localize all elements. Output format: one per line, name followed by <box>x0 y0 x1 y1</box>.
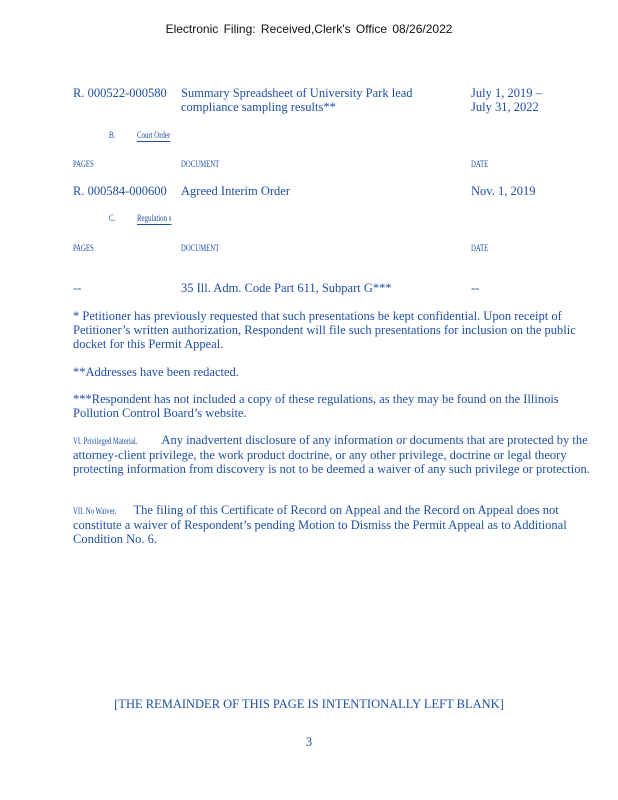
section-vii-paragraph <box>73 503 605 546</box>
section-vi-paragraph <box>73 433 605 476</box>
section-b-col-pages: PAGES <box>73 159 94 169</box>
intentionally-blank-notice: [THE REMAINDER OF THIS PAGE IS INTENTIONALLY LEFT BLANK] <box>114 697 504 711</box>
section-c-col-date: DATE <box>471 243 489 253</box>
section-vi-label: VI. Privileged Material. <box>73 436 138 446</box>
section-c-document-cell: 35 Ill. Adm. Code Part 611, Subpart G*** <box>181 281 392 295</box>
section-c-title: Regulation s <box>137 214 172 224</box>
section-c-date-cell: -- <box>471 281 480 295</box>
section-c-col-pages: PAGES <box>73 243 94 253</box>
section-b-col-document: DOCUMENT <box>181 159 220 169</box>
section-b-date-cell: Nov. 1, 2019 <box>471 184 536 198</box>
section-b-pages-cell: R. 000584-000600 <box>73 184 167 198</box>
note-addresses-redacted: **Addresses have been redacted. <box>73 365 239 379</box>
record-document-line1: Summary Spreadsheet of University Park lead <box>181 86 413 100</box>
record-pages-cell: R. 000522-000580 <box>73 86 167 100</box>
section-c-letter: C. <box>109 214 116 224</box>
note-regulations-not-included: ***Respondent has not included a copy of these regulations, as they may be found on the Illinois Pollution Control Board’s website. <box>73 392 559 420</box>
page-number: 3 <box>305 735 313 749</box>
section-vii-text: The filing of this Certificate of Record on Appeal and the Record on Appeal does not constitute a waiver of Respondent’s pending Motion to Dismiss the Permit Appeal as to Additional Condition No. 6. <box>73 503 567 546</box>
section-b-title: Court Order <box>137 131 171 141</box>
record-date-line2: July 31, 2022 <box>471 100 539 114</box>
section-b-document-cell: Agreed Interim Order <box>181 184 290 198</box>
record-document-line2: compliance sampling results** <box>181 100 336 114</box>
section-c-col-document: DOCUMENT <box>181 243 220 253</box>
section-vi-text: Any inadvertent disclosure of any information or documents that are protected by the attorney-client privilege, the work product doctrine, or any other privilege, doctrine or legal theory protecting information from discovery is not to be deemed a waiver of any such privilege or protection. <box>73 433 590 476</box>
note-confidential-presentations: * Petitioner has previously requested that such presentations be kept confidential. Upon receipt of Petitioner’s written authorization, Respondent will file such presentations for inclusion on the public docket for this Permit Appeal. <box>73 309 576 351</box>
section-c-pages-cell: -- <box>73 281 82 295</box>
section-vii-label: VII. No Waiver. <box>73 506 117 516</box>
record-date-line1: July 1, 2019 – <box>471 86 542 100</box>
filing-header: Electronic Filing: Received,Clerk's Office 08/26/2022 <box>165 22 453 36</box>
section-b-col-date: DATE <box>471 159 489 169</box>
section-b-letter: B. <box>109 131 116 141</box>
